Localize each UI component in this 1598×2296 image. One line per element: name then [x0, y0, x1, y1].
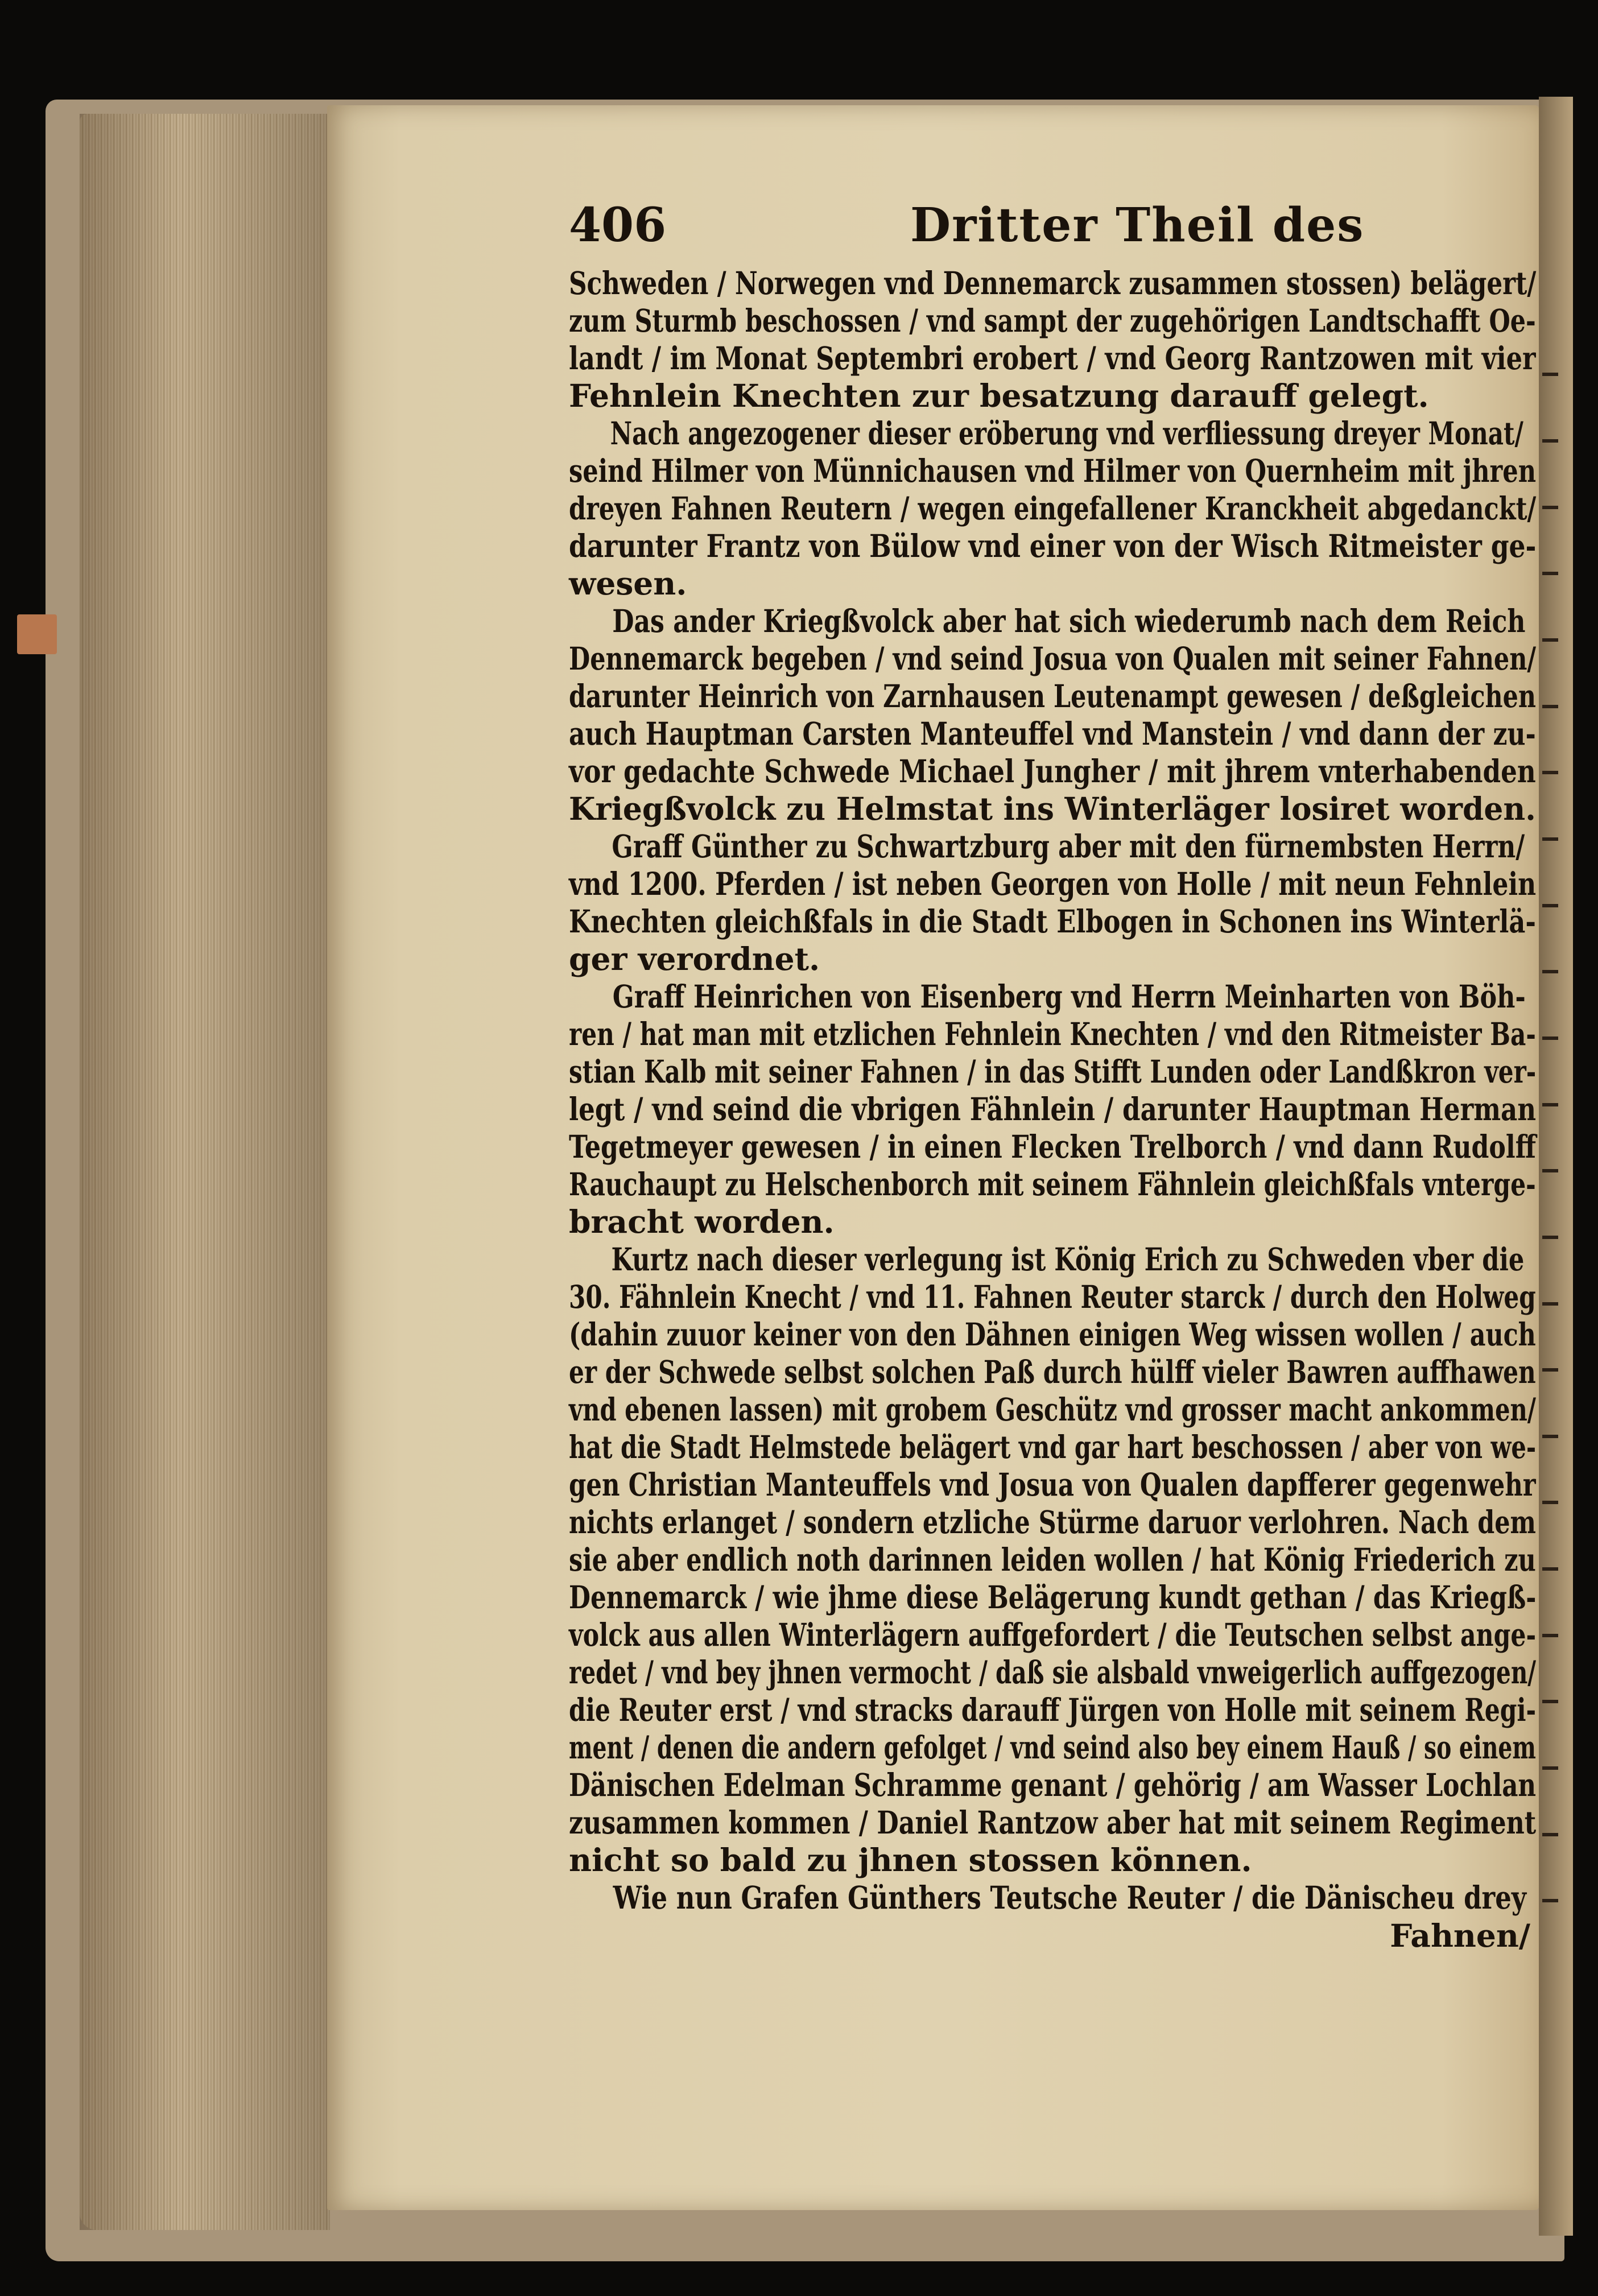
text-line: er der Schwede selbst solchen Paß durch hülff vieler Bawren auffhawen	[569, 1353, 1536, 1390]
text-line: darunter Frantz von Bülow vnd einer von der Wisch Ritmeister ge-	[569, 527, 1537, 564]
text-line: Wie nun Grafen Günthers Teutsche Reuter / die Dänischeu drey	[613, 1879, 1526, 1916]
page-edges	[80, 114, 330, 2230]
catchword: Fahnen/	[1390, 1917, 1530, 1954]
text-line: nicht so bald zu jhnen stossen können.	[569, 1841, 1252, 1878]
text-line: Dänischen Edelman Schramme genant / gehörig / am Wasser Lochlan	[569, 1766, 1537, 1803]
text-line: zusammen kommen / Daniel Rantzow aber hat mit seinem Regiment	[569, 1804, 1537, 1841]
text-line: gen Christian Manteuffels vnd Josua von Qualen dapfferer gegenwehr	[569, 1466, 1536, 1503]
text-line: legt / vnd seind die vbrigen Fähnlein / darunter Hauptman Herman	[569, 1091, 1537, 1128]
text-line: Knechten gleichßfals in die Stadt Elbogen in Schonen ins Winterlä-	[569, 903, 1536, 940]
text-line: die Reuter erst / vnd stracks darauff Jürgen von Holle mit seinem Regi-	[569, 1691, 1537, 1728]
text-line: Graff Heinrichen von Eisenberg vnd Herrn Meinharten von Böh-	[612, 978, 1526, 1015]
text-line: zum Sturmb beschossen / vnd sampt der zugehörigen Landtschafft Oe-	[569, 302, 1536, 339]
text-block	[569, 196, 1536, 1917]
text-line: sie aber endlich noth darinnen leiden wollen / hat König Friederich zu	[569, 1541, 1536, 1578]
text-line: ment / denen die andern gefolget / vnd seind also bey einem Hauß / so einem	[569, 1729, 1536, 1766]
text-line: Das ander Kriegßvolck aber hat sich wiederumb nach dem Reich	[612, 602, 1526, 639]
text-line: ger verordnet.	[569, 940, 820, 977]
text-line: landt / im Monat Septembri erobert / vnd Georg Rantzowen mit vier	[569, 340, 1536, 377]
text-line: Nach angezogener dieser eröberung vnd verfliessung dreyer Monat/	[610, 415, 1523, 452]
text-line: Kurtz nach dieser verlegung ist König Erich zu Schweden vber die	[611, 1241, 1525, 1278]
text-line: Schweden / Norwegen vnd Dennemarck zusammen stossen) belägert/	[569, 265, 1537, 302]
running-head: Dritter Theil des	[910, 198, 1365, 253]
text-line: vor gedachte Schwede Michael Jungher / mit jhrem vnterhabenden	[569, 753, 1536, 790]
facing-page-text-marks	[1539, 341, 1562, 1934]
text-line: seind Hilmer von Münnichausen vnd Hilmer von Quernheim mit jhren	[569, 452, 1537, 489]
text-line: stian Kalb mit seiner Fahnen / in das Stifft Lunden oder Landßkron ver-	[569, 1053, 1537, 1090]
page-number: 406	[569, 198, 667, 253]
text-line: ren / hat man mit etzlichen Fehnlein Knechten / vnd den Ritmeister Ba-	[569, 1015, 1536, 1052]
text-line: bracht worden.	[569, 1203, 835, 1240]
text-line: 30. Fähnlein Knecht / vnd 11. Fahnen Reuter starck / durch den Holweg	[569, 1278, 1536, 1315]
text-line: auch Hauptman Carsten Manteuffel vnd Manstein / vnd dann der zu-	[569, 715, 1536, 752]
text-line: Tegetmeyer gewesen / in einen Flecken Trelborch / vnd dann Rudolff	[569, 1128, 1536, 1165]
page-header	[569, 196, 1536, 265]
text-line: Dennemarck / wie jhme diese Belägerung kundt gethan / das Kriegß-	[569, 1579, 1537, 1616]
text-line: Rauchaupt zu Helschenborch mit seinem Fähnlein gleichßfals vnterge-	[569, 1166, 1536, 1203]
text-line: Graff Günther zu Schwartzburg aber mit den fürnembsten Herrn/	[612, 828, 1525, 865]
body-text	[569, 265, 1536, 1917]
text-line: hat die Stadt Helmstede belägert vnd gar hart beschossen / aber von we-	[569, 1428, 1537, 1465]
text-line: (dahin zuuor keiner von den Dähnen einigen Weg wissen wollen / auch	[569, 1316, 1536, 1353]
text-line: redet / vnd bey jhnen vermocht / daß sie alsbald vnweigerlich auffgezogen/	[569, 1654, 1537, 1691]
bookmark-tab	[17, 614, 57, 654]
text-line: wesen.	[569, 565, 687, 602]
text-line: vnd ebenen lassen) mit grobem Geschütz vnd grosser macht ankommen/	[569, 1391, 1536, 1428]
text-line: nichts erlanget / sondern etzliche Stürme daruor verlohren. Nach dem	[569, 1504, 1536, 1541]
text-line: volck aus allen Winterlägern auffgefordert / die Teutschen selbst ange-	[569, 1616, 1537, 1653]
text-line: Kriegßvolck zu Helmstat ins Winterläger losiret worden.	[569, 790, 1536, 827]
text-line: dreyen Fahnen Reutern / wegen eingefallener Kranckheit abgedanckt/	[569, 490, 1537, 527]
text-line: Dennemarck begeben / vnd seind Josua von Qualen mit seiner Fahnen/	[569, 640, 1537, 677]
text-line: darunter Heinrich von Zarnhausen Leutenampt gewesen / deßgleichen	[569, 678, 1536, 715]
text-line: vnd 1200. Pferden / ist neben Georgen von Holle / mit neun Fehnlein	[569, 865, 1537, 902]
text-line: Fehnlein Knechten zur besatzung darauff gelegt.	[569, 377, 1429, 414]
